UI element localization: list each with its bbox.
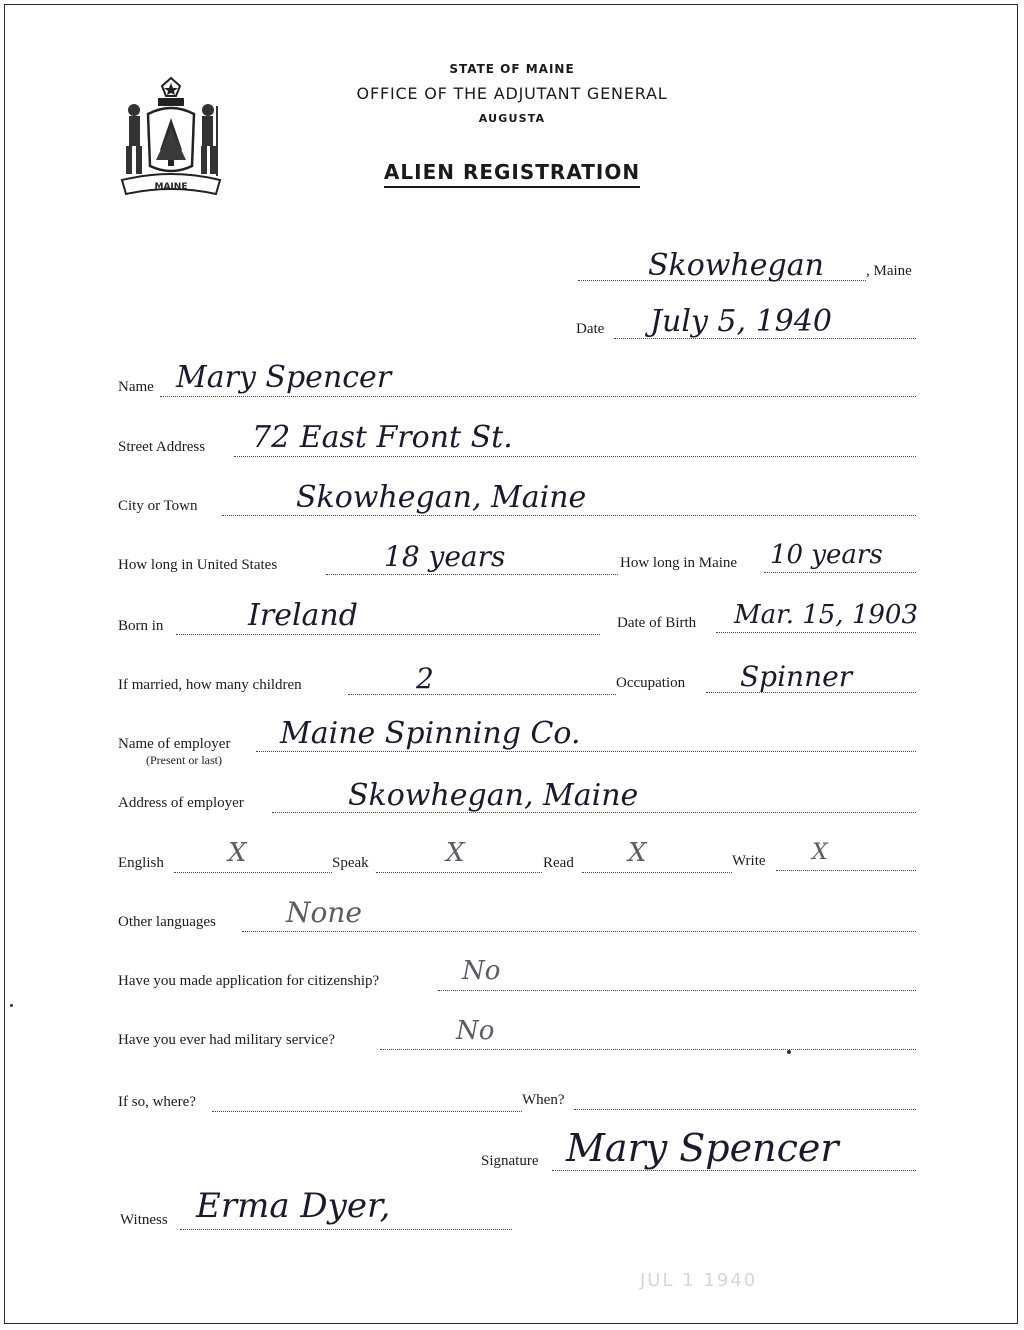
- city-value: Skowhegan, Maine: [296, 480, 587, 515]
- date-label: Date: [576, 321, 605, 337]
- military-label: Have you ever had military service?: [118, 1032, 335, 1048]
- date-of-birth-value: Mar. 15, 1903: [734, 600, 919, 630]
- other-languages-label: Other languages: [118, 914, 216, 930]
- english-value: X: [228, 838, 247, 868]
- other-languages-value: None: [286, 896, 362, 929]
- signature-label: Signature: [481, 1153, 539, 1169]
- city-heading: AUGUSTA: [478, 112, 546, 125]
- employer-label: Name of employer: [118, 736, 231, 752]
- born-in-label: Born in: [118, 618, 164, 634]
- occupation-label: Occupation: [616, 675, 686, 691]
- citizenship-value: No: [462, 956, 501, 986]
- read-label: Read: [543, 855, 574, 871]
- employer-address-value: Skowhegan, Maine: [348, 778, 639, 813]
- ink-speck: [787, 1050, 791, 1054]
- state-heading: STATE OF MAINE: [449, 62, 575, 76]
- how-long-us-value: 18 years: [384, 540, 506, 573]
- form-title: ALIEN REGISTRATION: [0, 160, 1024, 184]
- city-label: City or Town: [118, 498, 198, 514]
- signature-value: Mary Spencer: [566, 1126, 839, 1170]
- occupation-value: Spinner: [740, 660, 853, 693]
- military-value: No: [456, 1016, 495, 1046]
- born-in-value: Ireland: [248, 598, 358, 633]
- witness-label: Witness: [120, 1212, 168, 1228]
- document-page: [4, 4, 1018, 1324]
- children-value: 2: [416, 662, 434, 695]
- name-label: Name: [118, 379, 154, 395]
- write-value: X: [812, 840, 828, 865]
- maine-label: , Maine: [866, 263, 912, 279]
- how-long-maine-label: How long in Maine: [620, 555, 738, 571]
- received-stamp: JUL 1 1940: [640, 1270, 758, 1291]
- where-label: If so, where?: [118, 1094, 196, 1110]
- speak-label: Speak: [332, 855, 369, 871]
- date-value: July 5, 1940: [650, 304, 832, 339]
- street-address-label: Street Address: [118, 439, 206, 455]
- when-label: When?: [522, 1092, 565, 1108]
- speak-value: X: [446, 838, 465, 868]
- town-value: Skowhegan: [648, 248, 824, 283]
- witness-value: Erma Dyer,: [196, 1186, 391, 1226]
- employer-value: Maine Spinning Co.: [280, 716, 581, 751]
- citizenship-label: Have you made application for citizenship?: [118, 973, 380, 989]
- write-label: Write: [732, 853, 766, 869]
- office-heading: OFFICE OF THE ADJUTANT GENERAL: [356, 84, 668, 103]
- street-address-value: 72 East Front St.: [252, 420, 513, 455]
- date-of-birth-label: Date of Birth: [617, 615, 697, 631]
- employer-note: (Present or last): [146, 753, 222, 767]
- name-value: Mary Spencer: [176, 360, 392, 395]
- employer-address-label: Address of employer: [118, 795, 244, 811]
- english-label: English: [118, 855, 164, 871]
- svg-text:MAINE: MAINE: [154, 182, 188, 192]
- ink-speck: [10, 1004, 13, 1007]
- read-value: X: [628, 838, 647, 868]
- children-label: If married, how many children: [118, 677, 302, 693]
- how-long-us-label: How long in United States: [118, 557, 278, 573]
- how-long-maine-value: 10 years: [770, 540, 883, 570]
